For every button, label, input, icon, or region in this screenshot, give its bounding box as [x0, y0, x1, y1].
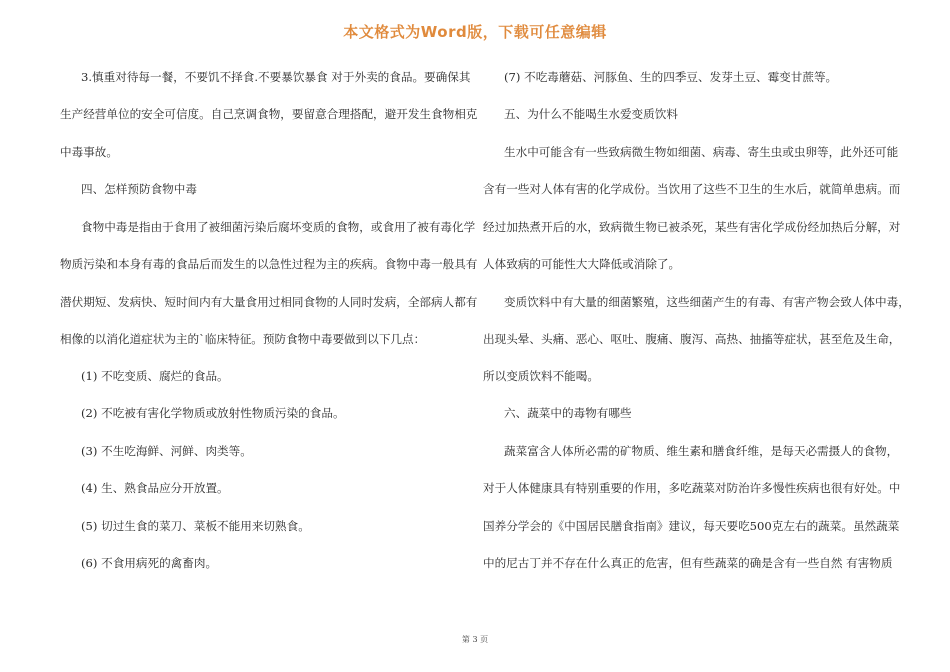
paragraph-line: 国养分学会的《中国居民膳食指南》建议，每天要吃500克左右的蔬菜。虽然蔬菜 — [483, 519, 900, 533]
section-heading: 六、蔬菜中的毒物有哪些 — [504, 406, 632, 420]
list-item: (6) 不食用病死的禽畜肉。 — [81, 556, 218, 570]
list-item: (1) 不吃变质、腐烂的食品。 — [81, 369, 229, 383]
list-item: (3) 不生吃海鲜、河鲜、肉类等。 — [81, 444, 252, 458]
paragraph-line: 含有一些对人体有害的化学成份。当饮用了这些不卫生的生水后，就简单患病。而 — [483, 182, 901, 196]
paragraph-line: 生产经营单位的安全可信度。自己烹调食物，要留意合理搭配，避开发生食物相克 — [60, 107, 478, 121]
paragraph-line: 物质污染和本身有毒的食品后而发生的以急性过程为主的疾病。食物中毒一般具有 — [60, 257, 478, 271]
document-banner: 本文格式为Word版，下载可任意编辑 — [343, 23, 607, 41]
paragraph-line: 中毒事故。 — [60, 145, 118, 159]
list-item: (4) 生、熟食品应分开放置。 — [81, 481, 229, 495]
list-item: (5) 切过生食的菜刀、菜板不能用来切熟食。 — [81, 519, 310, 533]
paragraph-line: 潜伏期短、发病快、短时间内有大量食用过相同食物的人同时发病，全部病人都有 — [60, 295, 478, 309]
page-number: 第 3 页 — [461, 635, 489, 644]
paragraph-line: 中的尼古丁并不存在什么真正的危害，但有些蔬菜的确是含有一些自然 有害物质 — [483, 556, 893, 570]
paragraph-line: 所以变质饮料不能喝。 — [483, 369, 599, 383]
paragraph-line: 3.慎重对待每一餐，不要饥不择食.不要暴饮暴食 对于外卖的食品。要确保其 — [81, 70, 471, 84]
paragraph-line: 变质饮料中有大量的细菌繁殖，这些细菌产生的有毒、有害产物会致人体中毒， — [504, 295, 910, 309]
paragraph-line: 对于人体健康具有特别重要的作用，多吃蔬菜对防治许多慢性疾病也很有好处。中 — [483, 481, 901, 495]
paragraph-line: 生水中可能含有一些致病微生物如细菌、病毒、寄生虫或虫卵等，此外还可能 — [504, 145, 899, 159]
list-item: (7) 不吃毒蘑菇、河豚鱼、生的四季豆、发芽土豆、霉变甘蔗等。 — [504, 70, 838, 84]
paragraph-line: 相像的以消化道症状为主的`临床特征。预防食物中毒要做到以下几点： — [60, 332, 426, 346]
list-item: (2) 不吃被有害化学物质或放射性物质污染的食品。 — [81, 406, 345, 420]
paragraph-line: 蔬菜富含人体所必需的矿物质、维生素和膳食纤维，是每天必需摄人的食物， — [504, 444, 899, 458]
section-heading: 四、怎样预防食物中毒 — [81, 182, 197, 196]
paragraph-line: 出现头晕、头痛、恶心、呕吐、腹痛、腹泻、高热、抽搐等症状，甚至危及生命， — [483, 332, 901, 346]
paragraph-line: 食物中毒是指由于食用了被细菌污染后腐坏变质的食物，或食用了被有毒化学 — [81, 220, 476, 234]
paragraph-line: 经过加热煮开后的水，致病微生物已被杀死，某些有害化学成份经加热后分解，对 — [483, 220, 901, 234]
section-heading: 五、为什么不能喝生水爱变质饮料 — [504, 107, 678, 121]
paragraph-line: 人体致病的可能性大大降低或消除了。 — [483, 257, 681, 271]
